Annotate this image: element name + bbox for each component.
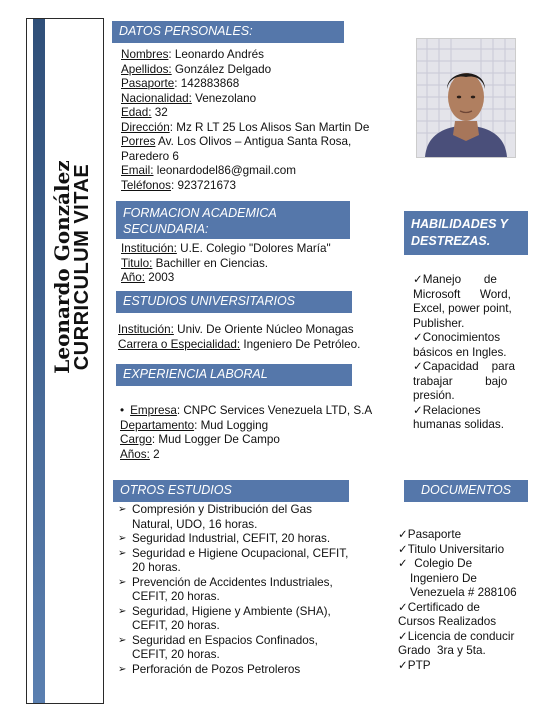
documents-line: ✓PTP xyxy=(398,658,431,672)
other-studies-item xyxy=(118,576,378,605)
skills-line: trabajar bajo xyxy=(413,374,508,388)
other-studies-header: OTROS ESTUDIOS xyxy=(113,480,349,502)
other-studies-item xyxy=(118,605,378,634)
other-studies-line: 20 horas. xyxy=(132,561,181,574)
personal-field-value: González Delgado xyxy=(171,62,272,76)
personal-field-value: Venezolano xyxy=(191,91,257,105)
secondary-field xyxy=(121,242,361,257)
personal-field-label: Porres xyxy=(121,135,156,148)
profile-photo xyxy=(416,38,516,158)
personal-field-label: Nombres xyxy=(121,48,169,61)
sidebar-vertical-title xyxy=(52,160,92,373)
documents-line: Ingeniero De xyxy=(410,571,477,585)
candidate-name: Leonardo González xyxy=(50,160,74,374)
other-studies-item xyxy=(118,503,378,532)
personal-field-label: Apellidos: xyxy=(121,62,172,76)
personal-field xyxy=(121,106,411,121)
documents-section xyxy=(398,528,528,673)
documents-line: Grado 3ra y 5ta. xyxy=(398,644,486,657)
arrow-bullet-icon: ➢ xyxy=(118,576,127,588)
bullet-icon: • xyxy=(120,404,125,417)
personal-field-label: Edad: xyxy=(121,106,152,119)
skills-section xyxy=(413,273,515,433)
personal-field xyxy=(121,164,411,179)
experience-field-label: Departamento xyxy=(120,418,195,432)
personal-field-value: 32 xyxy=(151,106,168,119)
personal-field xyxy=(121,63,411,78)
experience-field-value: : Mud Logger De Campo xyxy=(151,433,280,446)
university-field xyxy=(118,338,388,353)
university-field-label: Institución: xyxy=(118,323,174,336)
documents-line: ✓Certificado de xyxy=(398,600,480,614)
secondary-field-value: Bachiller en Ciencias. xyxy=(152,256,269,270)
personal-field-value: Paredero 6 xyxy=(121,149,179,163)
personal-field-label: Teléfonos xyxy=(121,178,172,192)
secondary-field-value: 2003 xyxy=(145,271,175,284)
other-studies-line: CEFIT, 20 horas. xyxy=(132,648,220,661)
personal-data-section xyxy=(121,48,411,193)
arrow-bullet-icon: ➢ xyxy=(118,533,127,544)
other-studies-section xyxy=(118,503,378,677)
experience-field-label: Años: xyxy=(120,447,150,461)
other-studies-line: Perforación de Pozos Petroleros xyxy=(132,662,301,676)
university-section xyxy=(118,323,388,352)
skills-line: ✓Conocimientos xyxy=(413,331,501,344)
secondary-education-section xyxy=(121,242,361,286)
personal-field-sep: : xyxy=(169,120,173,134)
experience-field-value: 2 xyxy=(149,447,160,461)
other-studies-line: CEFIT, 20 horas. xyxy=(132,619,220,632)
university-header: ESTUDIOS UNIVERSITARIOS xyxy=(116,291,352,313)
experience-field-value: : Mud Logging xyxy=(194,418,269,432)
other-studies-item xyxy=(118,532,378,547)
personal-field xyxy=(121,48,411,63)
skills-line: básicos en Ingles. xyxy=(413,345,507,359)
documents-line: Cursos Realizados xyxy=(398,615,497,628)
experience-header: EXPERIENCIA LABORAL xyxy=(116,364,352,386)
personal-field-label: Pasaporte xyxy=(121,77,175,90)
university-field xyxy=(118,323,388,338)
personal-field-label: Nacionalidad: xyxy=(121,91,192,105)
other-studies-list xyxy=(118,503,378,677)
personal-field-value: Leonardo Andrés xyxy=(171,48,264,61)
skills-line: ✓Manejo de xyxy=(413,273,497,286)
other-studies-item xyxy=(118,634,378,663)
other-studies-line: CEFIT, 20 horas. xyxy=(132,590,220,603)
university-field-label: Carrera o Especialidad: xyxy=(118,337,241,351)
skills-line: ✓Relaciones xyxy=(413,403,481,417)
arrow-bullet-icon: ➢ xyxy=(118,547,127,559)
skills-line: Excel, power point, xyxy=(413,302,512,315)
personal-field-label: Dirección xyxy=(121,120,170,134)
personal-field xyxy=(121,150,411,165)
secondary-field-label: Institución: xyxy=(121,242,177,255)
other-studies-item xyxy=(118,663,378,678)
skills-line: Publisher. xyxy=(413,316,465,330)
personal-field-value: leonardodel86@gmail.com xyxy=(153,164,296,177)
personal-field-value: 923721673 xyxy=(174,178,237,192)
secondary-field xyxy=(121,257,361,272)
other-studies-line: Prevención de Accidentes Industriales, xyxy=(132,575,333,589)
personal-field-sep: : xyxy=(168,48,172,61)
personal-field xyxy=(121,77,411,92)
arrow-bullet-icon: ➢ xyxy=(118,663,127,675)
personal-data-header: DATOS PERSONALES: xyxy=(112,21,344,43)
arrow-bullet-icon: ➢ xyxy=(118,504,127,515)
secondary-header-line1: FORMACION ACADEMICA xyxy=(123,206,277,220)
experience-section xyxy=(120,404,400,462)
other-studies-line: Seguridad en Espacios Confinados, xyxy=(132,633,318,647)
other-studies-line: Seguridad e Higiene Ocupacional, CEFIT, xyxy=(132,546,349,560)
secondary-header-line2: SECUNDARIA: xyxy=(123,222,209,236)
secondary-field-label: Titulo: xyxy=(121,256,153,270)
documents-header: DOCUMENTOS xyxy=(404,480,528,502)
experience-field xyxy=(120,448,400,463)
documents-line: ✓Pasaporte xyxy=(398,528,462,541)
arrow-bullet-icon: ➢ xyxy=(118,605,127,617)
skills-line: humanas solidas. xyxy=(413,418,504,431)
documents-line: Venezuela # 288106 xyxy=(410,586,517,599)
experience-field xyxy=(120,419,400,434)
other-studies-item xyxy=(118,547,378,576)
skills-line: Microsoft Word, xyxy=(413,287,511,301)
experience-field-value: : CNPC Services Venezuela LTD, S.A xyxy=(176,404,373,417)
university-field-value: Ingeniero De Petróleo. xyxy=(240,337,361,351)
document-title: CURRICULUM VITAE xyxy=(71,163,93,371)
other-studies-line: Compresión y Distribución del Gas xyxy=(132,503,312,516)
secondary-education-header xyxy=(116,201,350,239)
profile-photo-image xyxy=(417,39,515,157)
university-field-value: Univ. De Oriente Núcleo Monagas xyxy=(173,323,354,336)
personal-field xyxy=(121,179,411,194)
sidebar xyxy=(26,18,104,704)
personal-field xyxy=(121,92,411,107)
documents-line: ✓Titulo Universitario xyxy=(398,542,505,556)
arrow-bullet-icon: ➢ xyxy=(118,634,127,646)
personal-field-value: 142883868 xyxy=(177,77,240,90)
other-studies-line: Seguridad Industrial, CEFIT, 20 horas. xyxy=(132,532,331,545)
personal-field-value: Av. Los Olivos – Antigua Santa Rosa, xyxy=(155,135,352,148)
personal-field-sep: : xyxy=(171,178,175,192)
documents-line: ✓ Colegio De xyxy=(398,557,473,570)
experience-field xyxy=(120,433,400,448)
other-studies-line: Seguridad, Higiene y Ambiente (SHA), xyxy=(132,604,331,618)
documents-line: ✓Licencia de conducir xyxy=(398,629,515,643)
experience-field-label: Empresa xyxy=(130,404,177,417)
secondary-field xyxy=(121,271,361,286)
personal-field xyxy=(121,135,411,150)
other-studies-line: Natural, UDO, 16 horas. xyxy=(132,517,258,531)
personal-field-value: Mz R LT 25 Los Alisos San Martin De xyxy=(172,120,370,134)
experience-field-label: Cargo xyxy=(120,433,152,446)
skills-line: ✓Capacidad para xyxy=(413,360,516,373)
secondary-field-value: U.E. Colegio "Dolores María" xyxy=(176,242,331,255)
secondary-field-label: Año: xyxy=(121,271,146,284)
experience-field xyxy=(120,404,400,419)
personal-field xyxy=(121,121,411,136)
skills-header: HABILIDADES Y DESTREZAS. xyxy=(404,211,528,255)
skills-line: presión. xyxy=(413,389,455,402)
personal-field-sep: : xyxy=(174,77,178,90)
personal-field-label: Email: xyxy=(121,164,154,177)
sidebar-accent-strip xyxy=(33,19,45,703)
